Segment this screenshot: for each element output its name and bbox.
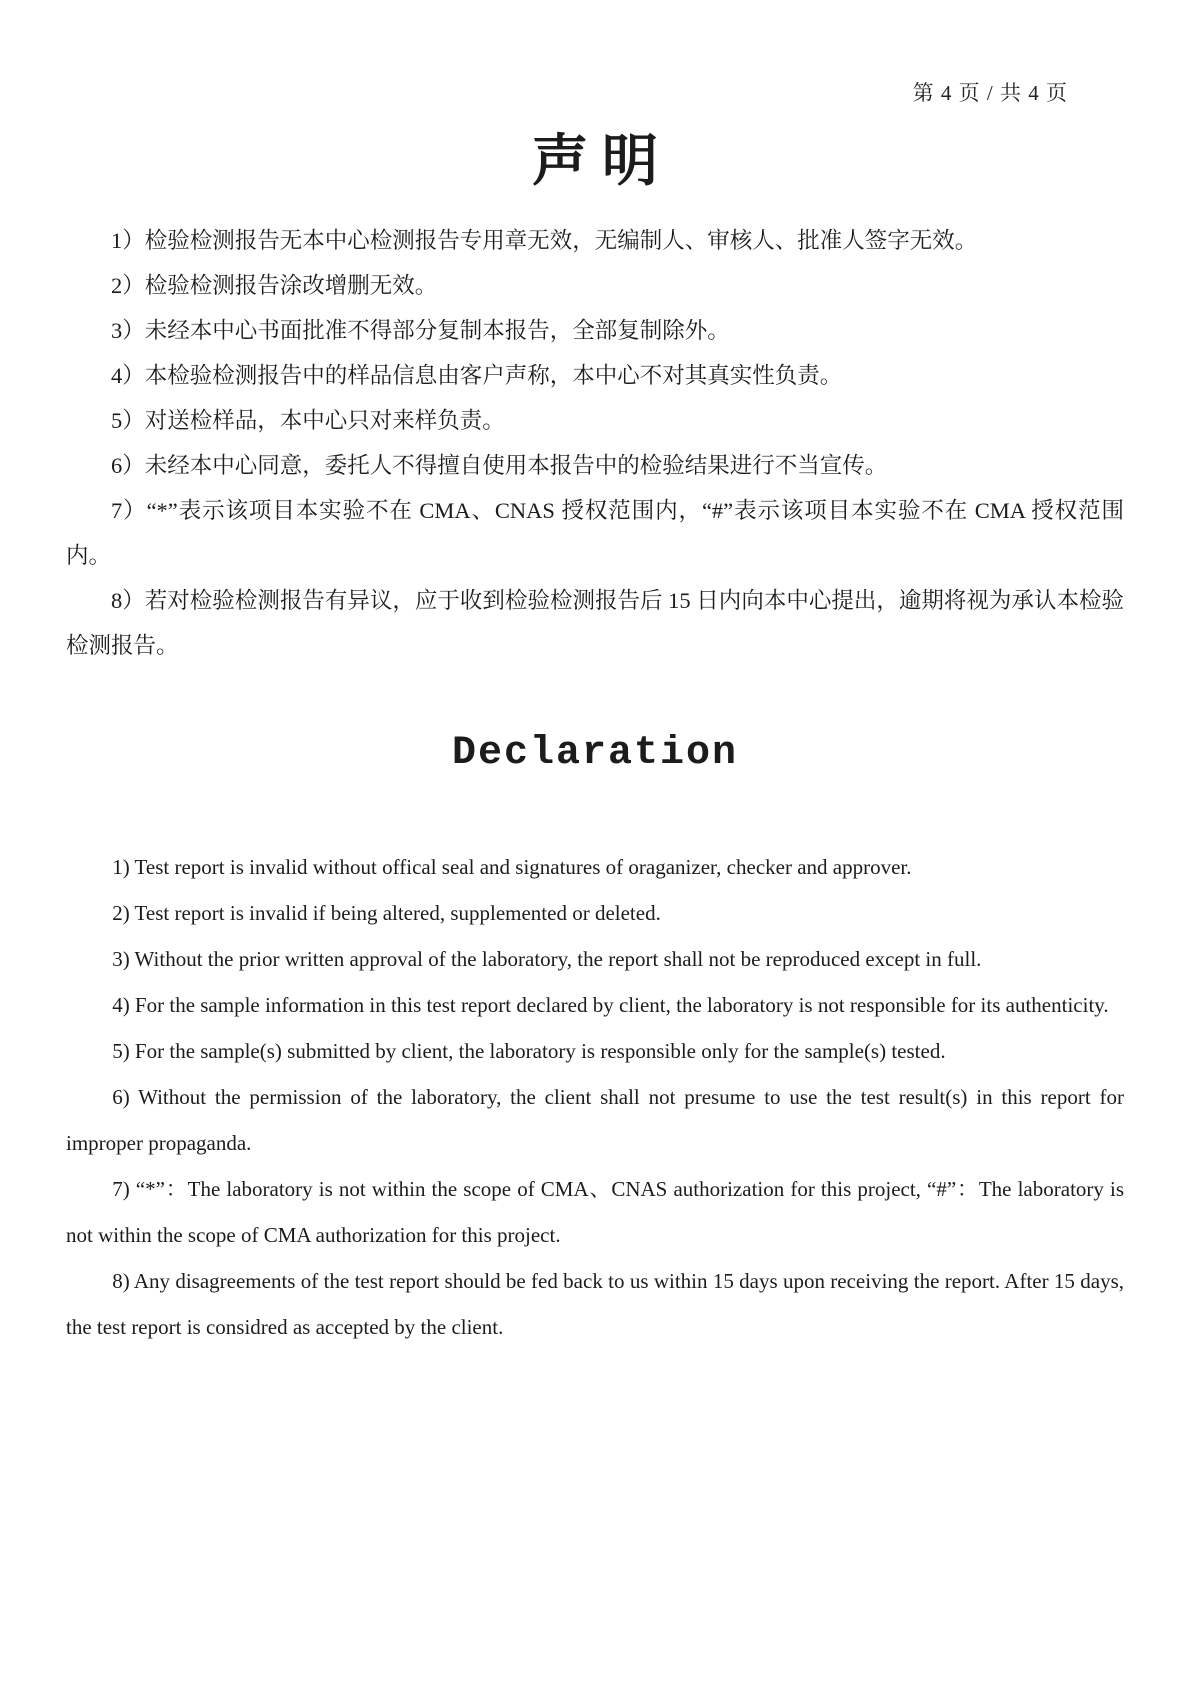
- en-clause-1: 1) Test report is invalid without offical seal and signatures of oraganizer, checker and approver.: [112, 855, 912, 879]
- en-clause-2: 2) Test report is invalid if being altered, supplemented or deleted.: [112, 901, 661, 925]
- zh-clause-6: 6）未经本中心同意，委托人不得擅自使用本报告中的检验结果进行不当宣传。: [111, 453, 888, 478]
- en-clause-4: 4) For the sample information in this test report declared by client, the laboratory is not responsible for its authenticity.: [112, 993, 1109, 1017]
- zh-clause-1: 1）检验检测报告无本中心检测报告专用章无效，无编制人、审核人、批准人签字无效。: [111, 228, 978, 253]
- en-clause-7: 7) “*”：The laboratory is not within the scope of CMA、CNAS authorization for this project, “#”：The laboratory is not within the scope of CMA authorization for this project.: [66, 1177, 1124, 1247]
- zh-clause-4: 4）本检验检测报告中的样品信息由客户声称，本中心不对其真实性负责。: [111, 363, 843, 388]
- zh-clause-3: 3）未经本中心书面批准不得部分复制本报告，全部复制除外。: [111, 318, 730, 343]
- english-declaration-list: [66, 844, 1124, 1350]
- page-number: 第 4 页 / 共 4 页: [912, 81, 1068, 105]
- english-declaration-title: Declaration: [451, 731, 739, 776]
- zh-clause-7: 7）“*”表示该项目本实验不在 CMA、CNAS 授权范围内，“#”表示该项目本实验不在 CMA 授权范围内。: [66, 498, 1124, 568]
- chinese-declaration-list: [66, 218, 1124, 668]
- en-clause-5: 5) For the sample(s) submitted by client, the laboratory is responsible only for the sample(s) tested.: [112, 1039, 946, 1063]
- zh-clause-8: 8）若对检验检测报告有异议，应于收到检验检测报告后 15 日内向本中心提出，逾期将视为承认本检验检测报告。: [66, 588, 1124, 658]
- en-clause-3: 3) Without the prior written approval of the laboratory, the report shall not be reproduced except in full.: [112, 947, 982, 971]
- zh-clause-5: 5）对送检样品，本中心只对来样负责。: [111, 408, 505, 433]
- chinese-declaration-title: 声明: [532, 131, 672, 193]
- en-clause-6: 6) Without the permission of the laboratory, the client shall not presume to use the test result(s) in this report for improper propaganda.: [66, 1085, 1124, 1155]
- en-clause-8: 8) Any disagreements of the test report should be fed back to us within 15 days upon receiving the report. After 15 days, the test report is considred as accepted by the client.: [66, 1269, 1124, 1339]
- zh-clause-2: 2）检验检测报告涂改增删无效。: [111, 273, 438, 298]
